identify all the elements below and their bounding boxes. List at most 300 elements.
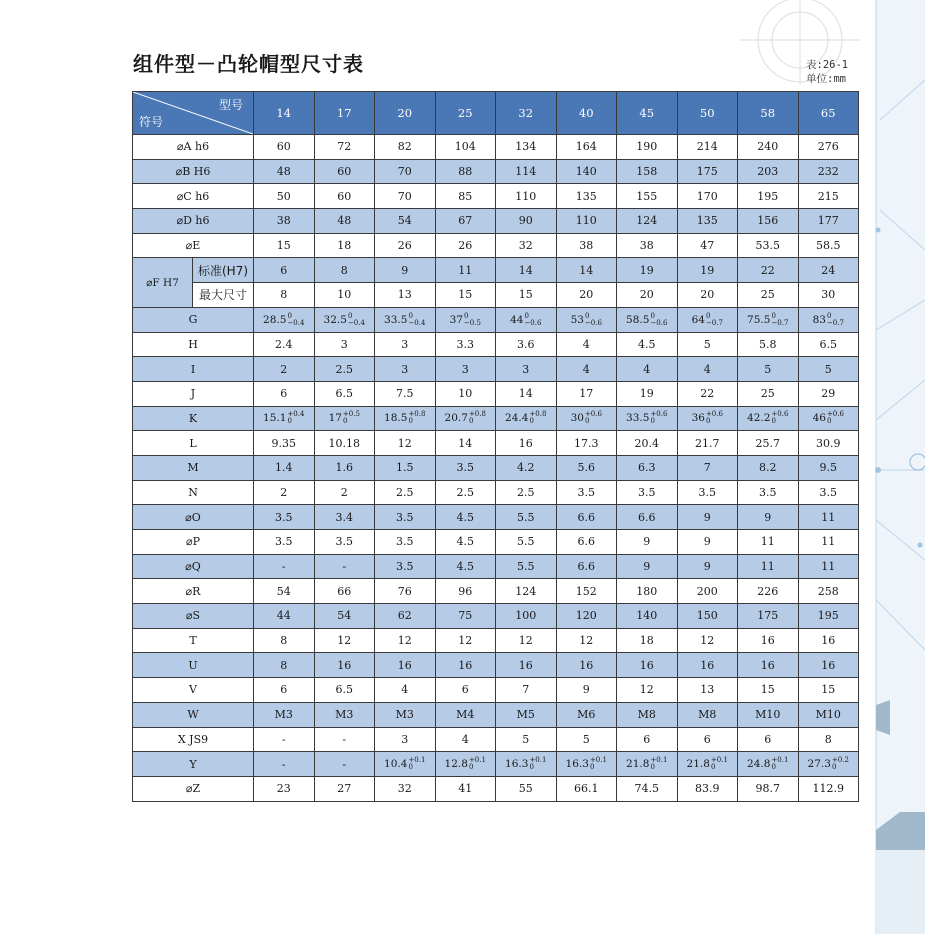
value-cell: 3.5 [375,505,436,530]
tolerance-lower: 0 [408,417,413,426]
tolerance-stack [529,411,546,425]
value-cell: 60 [254,135,315,160]
tolerance-base: 33.5 [626,412,650,425]
value-cell: - [314,752,375,777]
tolerance-lower: 0 [529,763,534,772]
model-header: 40 [556,92,617,135]
page-title: 组件型－凸轮帽型尺寸表 [133,52,364,76]
value-cell: 17.3 [556,431,617,456]
tolerance-value [747,313,788,327]
value-cell: - [254,752,315,777]
table-row [133,678,859,703]
value-cell: 21.7 [677,431,738,456]
value-cell: 112.9 [798,776,859,801]
tolerance-value [808,757,849,771]
value-cell: M3 [314,702,375,727]
value-cell: 47 [677,233,738,258]
table-row [133,381,859,406]
value-cell [798,307,859,332]
value-cell: 3.5 [738,480,799,505]
value-cell: 38 [617,233,678,258]
value-cell: 16 [496,653,557,678]
table-header-row [133,92,859,135]
value-cell: 232 [798,159,859,184]
value-cell: 6.6 [556,554,617,579]
table-row [133,283,859,308]
value-cell [677,406,738,431]
header-corner-cell [133,92,254,135]
tolerance-stack [287,313,304,327]
value-cell: 85 [435,184,496,209]
table-row [133,604,859,629]
value-cell: 6 [254,258,315,283]
value-cell: 82 [375,135,436,160]
value-cell: 6 [617,727,678,752]
value-cell: 104 [435,135,496,160]
table-row [133,530,859,555]
tolerance-stack [771,411,788,425]
value-cell: 190 [617,135,678,160]
tolerance-upper: 0 [826,311,832,320]
value-cell: 22 [738,258,799,283]
value-cell: 152 [556,579,617,604]
value-cell: 62 [375,604,436,629]
value-cell [496,307,557,332]
value-cell: 12 [617,678,678,703]
value-cell: 20 [617,283,678,308]
tolerance-lower: 0 [287,417,292,426]
value-cell [798,406,859,431]
value-cell: 17 [556,381,617,406]
symbol-cell: ⌀S [133,604,254,629]
tolerance-base: 58.5 [626,313,650,326]
value-cell: 3.5 [254,505,315,530]
value-cell [375,752,436,777]
value-cell: 5.5 [496,505,557,530]
tolerance-value [329,411,360,425]
value-cell: 10 [314,283,375,308]
value-cell: 2.5 [375,480,436,505]
symbol-cell: V [133,678,254,703]
value-cell: 16 [798,653,859,678]
value-cell: 70 [375,184,436,209]
symbol-cell: Y [133,752,254,777]
tolerance-stack [706,411,723,425]
tolerance-lower: −0.4 [408,318,426,327]
symbol-cell: ⌀D h6 [133,209,254,234]
value-cell: 4 [375,678,436,703]
value-cell: 3.5 [375,530,436,555]
value-cell: 9 [556,678,617,703]
tolerance-base: 27.3 [807,758,831,771]
value-cell: 15 [798,678,859,703]
value-cell [556,406,617,431]
value-cell: 110 [556,209,617,234]
value-cell [314,406,375,431]
tolerance-stack [343,411,360,425]
value-cell: 100 [496,604,557,629]
value-cell: 18 [617,628,678,653]
tolerance-stack [650,411,667,425]
value-cell: 16 [435,653,496,678]
value-cell: 6.5 [314,678,375,703]
value-cell: M6 [556,702,617,727]
model-header: 20 [375,92,436,135]
value-cell: 120 [556,604,617,629]
symbol-cell: H [133,332,254,357]
tolerance-stack [287,411,304,425]
tolerance-base: 33.5 [384,313,408,326]
table-row [133,332,859,357]
tolerance-value [692,411,723,425]
model-header: 14 [254,92,315,135]
tolerance-stack [771,757,788,771]
tolerance-stack [408,411,425,425]
value-cell: 7.5 [375,381,436,406]
tolerance-base: 37 [449,313,463,326]
value-cell: 9.5 [798,455,859,480]
table-row [133,209,859,234]
value-cell: 135 [677,209,738,234]
tolerance-lower: −0.4 [347,318,365,327]
table-row [133,727,859,752]
tolerance-base: 12.8 [444,758,468,771]
value-cell [375,406,436,431]
value-cell: 2 [254,480,315,505]
tolerance-stack [650,757,667,771]
unit-label: 单位:mm [806,73,846,85]
tolerance-lower: 0 [826,417,832,426]
tolerance-value [384,411,425,425]
tolerance-value [450,313,481,327]
table-row [133,776,859,801]
value-cell: 19 [617,381,678,406]
value-cell: 215 [798,184,859,209]
symbol-cell: ⌀Q [133,554,254,579]
tolerance-upper: 0 [705,311,711,320]
value-cell: 177 [798,209,859,234]
value-cell: 3.5 [556,480,617,505]
value-cell: 9 [617,554,678,579]
tolerance-upper: +0.1 [650,756,668,765]
tolerance-base: 30 [570,412,584,425]
value-cell: 48 [254,159,315,184]
value-cell: 158 [617,159,678,184]
value-cell: 8 [254,628,315,653]
value-cell: 2.5 [496,480,557,505]
value-cell: 16 [798,628,859,653]
value-cell: 5 [496,727,557,752]
value-cell: 15 [254,233,315,258]
value-cell: M3 [254,702,315,727]
table-row [133,505,859,530]
value-cell: 19 [617,258,678,283]
value-cell: M10 [798,702,859,727]
tolerance-upper: +0.4 [287,410,305,419]
tolerance-lower: 0 [408,763,413,772]
tolerance-stack [529,757,546,771]
value-cell: 12 [375,628,436,653]
tolerance-base: 36 [691,412,705,425]
symbol-cell: N [133,480,254,505]
value-cell: 6 [738,727,799,752]
value-cell: 9.35 [254,431,315,456]
model-header: 45 [617,92,678,135]
value-cell: 15 [435,283,496,308]
value-cell: 6.5 [798,332,859,357]
tolerance-stack [585,411,602,425]
value-cell: 74.5 [617,776,678,801]
value-cell: 26 [375,233,436,258]
tolerance-base: 16.3 [505,758,529,771]
table-row [133,455,859,480]
tolerance-value [505,411,546,425]
tolerance-stack [348,313,365,327]
tolerance-upper: +0.2 [831,756,849,765]
value-cell: 114 [496,159,557,184]
value-cell: 8 [798,727,859,752]
tolerance-lower: 0 [589,763,595,772]
tolerance-lower: −0.6 [584,318,602,327]
value-cell: 9 [677,505,738,530]
value-cell: 38 [556,233,617,258]
sub-symbol-standard: 标准(H7) [193,258,254,283]
value-cell: 9 [738,505,799,530]
value-cell: 11 [798,554,859,579]
value-cell: 5 [556,727,617,752]
value-cell: - [254,554,315,579]
value-cell: 3.5 [254,530,315,555]
value-cell: 5 [677,332,738,357]
value-cell: - [314,727,375,752]
value-cell: 134 [496,135,557,160]
value-cell [435,406,496,431]
value-cell: 16 [738,653,799,678]
value-cell: 12 [375,431,436,456]
table-row [133,480,859,505]
table-row [133,135,859,160]
symbol-cell: U [133,653,254,678]
symbol-cell: ⌀R [133,579,254,604]
model-header: 65 [798,92,859,135]
tolerance-upper: 0 [287,311,292,320]
tolerance-value [571,411,602,425]
value-cell [375,307,436,332]
value-cell: 18 [314,233,375,258]
value-cell: 5.6 [556,455,617,480]
symbol-cell: K [133,406,254,431]
tolerance-value [692,313,723,327]
table-row [133,233,859,258]
value-cell [556,307,617,332]
value-cell: M3 [375,702,436,727]
tolerance-value [263,411,304,425]
value-cell [254,406,315,431]
value-cell: - [254,727,315,752]
value-cell: 4 [677,357,738,382]
symbol-cell: W [133,702,254,727]
value-cell: 140 [556,159,617,184]
tolerance-lower: 0 [771,417,776,426]
value-cell: 3.4 [314,505,375,530]
tolerance-lower: 0 [771,763,776,772]
tolerance-base: 18.5 [384,412,408,425]
symbol-cell: L [133,431,254,456]
value-cell: 11 [435,258,496,283]
value-cell: 11 [738,530,799,555]
tolerance-base: 24.4 [505,412,529,425]
value-cell: 11 [738,554,799,579]
tolerance-upper: +0.5 [342,410,360,419]
tolerance-lower: −0.6 [650,318,668,327]
value-cell: 20 [677,283,738,308]
tolerance-upper: +0.1 [710,756,728,765]
tolerance-value [747,757,788,771]
model-header: 50 [677,92,738,135]
value-cell: 26 [435,233,496,258]
tolerance-base: 42.2 [747,412,771,425]
tolerance-upper: +0.1 [468,756,486,765]
value-cell [617,307,678,332]
value-cell: 13 [375,283,436,308]
value-cell: 60 [314,159,375,184]
tolerance-value [445,411,486,425]
value-cell: 58.5 [798,233,859,258]
value-cell: 4.5 [435,505,496,530]
tolerance-upper: +0.8 [529,410,547,419]
value-cell: 11 [798,505,859,530]
tolerance-value [566,757,607,771]
value-cell: 16 [375,653,436,678]
value-cell: 3 [375,332,436,357]
value-cell: 9 [677,554,738,579]
value-cell: 7 [496,678,557,703]
value-cell: 96 [435,579,496,604]
tolerance-base: 17 [328,412,342,425]
value-cell: 14 [435,431,496,456]
symbol-cell-f: ⌀F H7 [133,258,193,307]
value-cell: 200 [677,579,738,604]
value-cell: 156 [738,209,799,234]
value-cell: 214 [677,135,738,160]
value-cell: 3.5 [798,480,859,505]
value-cell: 203 [738,159,799,184]
tolerance-upper: 0 [463,311,469,320]
table-row [133,307,859,332]
tolerance-lower: −0.7 [705,318,723,327]
value-cell: 14 [496,381,557,406]
value-cell: M5 [496,702,557,727]
symbol-cell: ⌀A h6 [133,135,254,160]
value-cell: 20.4 [617,431,678,456]
value-cell: 195 [738,184,799,209]
value-cell: 276 [798,135,859,160]
table-row [133,752,859,777]
value-cell: 3 [435,357,496,382]
value-cell: 16 [738,628,799,653]
tolerance-upper: 0 [408,311,413,320]
tolerance-base: 10.4 [384,758,408,771]
table-row [133,554,859,579]
table-row [133,702,859,727]
value-cell: 1.5 [375,455,436,480]
value-cell: 83.9 [677,776,738,801]
tolerance-stack [469,757,486,771]
value-cell [677,307,738,332]
tolerance-base: 64 [691,313,705,326]
tolerance-value [510,313,541,327]
value-cell: M8 [677,702,738,727]
symbol-cell: ⌀E [133,233,254,258]
value-cell: 3 [375,727,436,752]
value-cell [496,406,557,431]
value-cell: 3.5 [314,530,375,555]
value-cell: 48 [314,209,375,234]
tolerance-lower: −0.5 [463,318,481,327]
value-cell: 6.3 [617,455,678,480]
model-label: 型号 [218,98,243,112]
tolerance-value [571,313,602,327]
tolerance-base: 46 [812,412,826,425]
value-cell: 23 [254,776,315,801]
tolerance-base: 75.5 [747,313,771,326]
tolerance-value [687,757,728,771]
value-cell: 8.2 [738,455,799,480]
tolerance-lower: 0 [650,763,655,772]
value-cell: 66 [314,579,375,604]
table-row [133,431,859,456]
value-cell: 16 [556,653,617,678]
value-cell: 1.6 [314,455,375,480]
value-cell: 44 [254,604,315,629]
value-cell: 9 [677,530,738,555]
tolerance-value [505,757,546,771]
value-cell: 30.9 [798,431,859,456]
tolerance-stack [590,757,607,771]
value-cell: - [314,554,375,579]
tolerance-value [747,411,788,425]
value-cell: 3 [375,357,436,382]
tolerance-upper: +0.6 [650,410,668,419]
tolerance-upper: +0.1 [771,756,789,765]
value-cell: 6 [254,678,315,703]
symbol-cell: ⌀C h6 [133,184,254,209]
tolerance-lower: −0.6 [524,318,542,327]
value-cell: 12 [496,628,557,653]
value-cell: 14 [496,258,557,283]
table-row [133,628,859,653]
value-cell: 5 [738,357,799,382]
tolerance-stack [771,313,788,327]
tolerance-value [626,757,667,771]
value-cell: M8 [617,702,678,727]
value-cell: 15 [496,283,557,308]
tolerance-lower: −0.7 [771,318,789,327]
value-cell: 72 [314,135,375,160]
value-cell: 2.4 [254,332,315,357]
value-cell: 5.5 [496,554,557,579]
table-row [133,184,859,209]
value-cell: 32 [375,776,436,801]
value-cell: 175 [677,159,738,184]
value-cell [798,752,859,777]
value-cell: 140 [617,604,678,629]
value-cell: 175 [738,604,799,629]
value-cell: 124 [617,209,678,234]
tolerance-value [263,313,304,327]
tolerance-value [324,313,365,327]
value-cell: 195 [798,604,859,629]
